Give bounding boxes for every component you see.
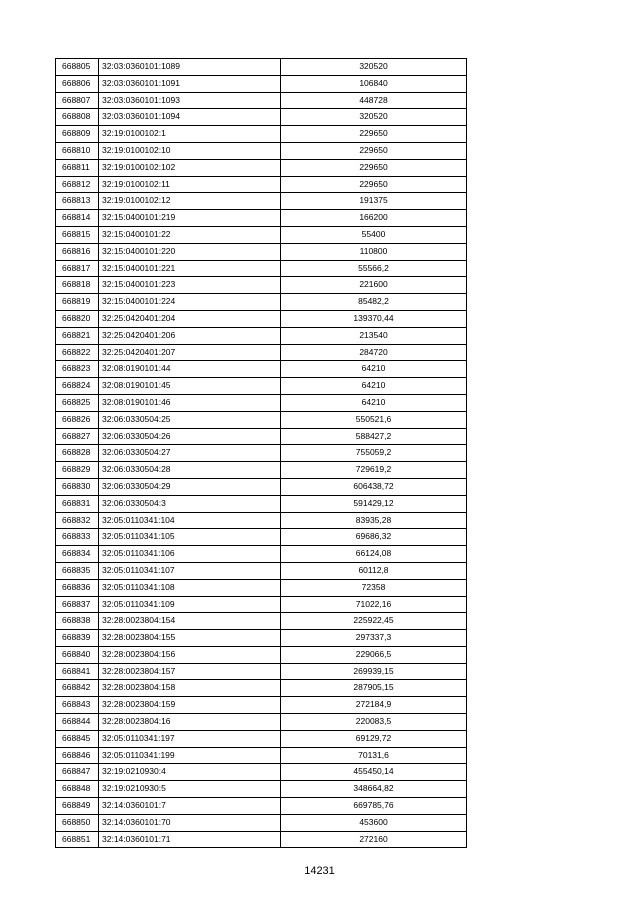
cadastral-value-cell: 106840 [281,75,467,92]
table-row [56,126,467,143]
cadastral-value-cell: 220083,5 [281,714,467,731]
row-number-cell: 668841 [56,663,99,680]
cadastral-value-cell: 272160 [281,831,467,848]
table-row [56,394,467,411]
row-number-cell: 668825 [56,394,99,411]
row-number-cell: 668842 [56,680,99,697]
cadastral-value-cell: 588427,2 [281,428,467,445]
cadastral-value-cell: 755059,2 [281,445,467,462]
cadastral-value-cell: 591429,12 [281,495,467,512]
cadastral-value-cell: 229650 [281,176,467,193]
cadastral-number-cell: 32:25:0420401:204 [99,310,281,327]
cadastral-value-cell: 110800 [281,243,467,260]
table-row [56,210,467,227]
row-number-cell: 668810 [56,142,99,159]
cadastral-number-cell: 32:05:0110341:197 [99,730,281,747]
cadastral-value-cell: 297337,3 [281,630,467,647]
row-number-cell: 668850 [56,814,99,831]
cadastral-value-cell: 191375 [281,193,467,210]
cadastral-number-cell: 32:19:0210930:5 [99,781,281,798]
row-number-cell: 668847 [56,764,99,781]
cadastral-value-cell: 72358 [281,579,467,596]
cadastral-number-cell: 32:05:0110341:104 [99,512,281,529]
row-number-cell: 668818 [56,277,99,294]
table-row [56,714,467,731]
page-number: 14231 [304,865,335,877]
cadastral-value-cell: 85482,2 [281,294,467,311]
cadastral-number-cell: 32:28:0023804:156 [99,646,281,663]
table-row [56,697,467,714]
row-number-cell: 668815 [56,226,99,243]
row-number-cell: 668819 [56,294,99,311]
row-number-cell: 668846 [56,747,99,764]
table-row [56,747,467,764]
row-number-cell: 668826 [56,411,99,428]
cadastral-value-cell: 729619,2 [281,462,467,479]
table-row [56,478,467,495]
table-row [56,814,467,831]
cadastral-number-cell: 32:25:0420401:206 [99,327,281,344]
row-number-cell: 668834 [56,546,99,563]
table-row [56,294,467,311]
table-row [56,630,467,647]
cadastral-value-cell: 139370,44 [281,310,467,327]
cadastral-value-cell: 64210 [281,394,467,411]
cadastral-value-cell: 455450,14 [281,764,467,781]
cadastral-value-cell: 70131,6 [281,747,467,764]
row-number-cell: 668835 [56,562,99,579]
row-number-cell: 668848 [56,781,99,798]
cadastral-number-cell: 32:05:0110341:107 [99,562,281,579]
cadastral-value-cell: 221600 [281,277,467,294]
table-row [56,193,467,210]
row-number-cell: 668845 [56,730,99,747]
cadastral-number-cell: 32:28:0023804:158 [99,680,281,697]
row-number-cell: 668813 [56,193,99,210]
row-number-cell: 668821 [56,327,99,344]
cadastral-number-cell: 32:28:0023804:155 [99,630,281,647]
row-number-cell: 668838 [56,613,99,630]
table-row [56,529,467,546]
cadastral-value-cell: 71022,16 [281,596,467,613]
table-row [56,579,467,596]
cadastral-number-cell: 32:03:0360101:1091 [99,75,281,92]
table-row [56,310,467,327]
cadastral-number-cell: 32:15:0400101:22 [99,226,281,243]
cadastral-value-cell: 55400 [281,226,467,243]
cadastral-value-cell: 669785,76 [281,798,467,815]
cadastral-number-cell: 32:15:0400101:220 [99,243,281,260]
table-row [56,680,467,697]
row-number-cell: 668830 [56,478,99,495]
row-number-cell: 668816 [56,243,99,260]
cadastral-number-cell: 32:19:0100102:102 [99,159,281,176]
cadastral-number-cell: 32:08:0190101:45 [99,378,281,395]
cadastral-value-cell: 229066,5 [281,646,467,663]
cadastral-value-cell: 453600 [281,814,467,831]
cadastral-value-cell: 225922,45 [281,613,467,630]
table-row [56,462,467,479]
table-row [56,596,467,613]
cadastral-number-cell: 32:06:0330504:28 [99,462,281,479]
row-number-cell: 668820 [56,310,99,327]
cadastral-number-cell: 32:19:0100102:11 [99,176,281,193]
cadastral-value-cell: 60112,8 [281,562,467,579]
row-number-cell: 668824 [56,378,99,395]
cadastral-value-cell: 320520 [281,109,467,126]
row-number-cell: 668837 [56,596,99,613]
row-number-cell: 668823 [56,361,99,378]
cadastral-value-cell: 550521,6 [281,411,467,428]
cadastral-number-cell: 32:28:0023804:16 [99,714,281,731]
cadastral-number-cell: 32:15:0400101:219 [99,210,281,227]
row-number-cell: 668832 [56,512,99,529]
cadastral-value-cell: 606438,72 [281,478,467,495]
table-row [56,109,467,126]
row-number-cell: 668827 [56,428,99,445]
cadastral-number-cell: 32:28:0023804:154 [99,613,281,630]
row-number-cell: 668849 [56,798,99,815]
table-row [56,327,467,344]
table-row [56,142,467,159]
row-number-cell: 668811 [56,159,99,176]
table-row [56,562,467,579]
table-row [56,59,467,76]
cadastral-value-cell: 69686,32 [281,529,467,546]
cadastral-value-cell: 213540 [281,327,467,344]
table-row [56,613,467,630]
table-row [56,646,467,663]
cadastral-number-cell: 32:14:0360101:71 [99,831,281,848]
cadastral-value-cell: 166200 [281,210,467,227]
table-row [56,428,467,445]
cadastral-value-cell: 320520 [281,59,467,76]
row-number-cell: 668814 [56,210,99,227]
cadastral-number-cell: 32:03:0360101:1094 [99,109,281,126]
row-number-cell: 668807 [56,92,99,109]
cadastral-value-cell: 69129,72 [281,730,467,747]
table-row [56,243,467,260]
table-row [56,226,467,243]
cadastral-number-cell: 32:05:0110341:106 [99,546,281,563]
table-row [56,411,467,428]
cadastral-value-cell: 229650 [281,126,467,143]
cadastral-number-cell: 32:05:0110341:199 [99,747,281,764]
cadastral-value-cell: 348664,82 [281,781,467,798]
row-number-cell: 668839 [56,630,99,647]
table-row [56,730,467,747]
cadastral-number-cell: 32:28:0023804:157 [99,663,281,680]
table-row [56,512,467,529]
cadastral-number-cell: 32:15:0400101:224 [99,294,281,311]
cadastral-number-cell: 32:08:0190101:44 [99,361,281,378]
cadastral-value-cell: 448728 [281,92,467,109]
table-row [56,92,467,109]
table-row [56,546,467,563]
table-row [56,764,467,781]
table-row [56,159,467,176]
cadastral-number-cell: 32:28:0023804:159 [99,697,281,714]
cadastral-value-cell: 269939,15 [281,663,467,680]
cadastral-value-cell: 229650 [281,159,467,176]
row-number-cell: 668840 [56,646,99,663]
cadastral-value-cell: 64210 [281,378,467,395]
cadastral-number-cell: 32:05:0110341:109 [99,596,281,613]
cadastral-value-cell: 229650 [281,142,467,159]
row-number-cell: 668851 [56,831,99,848]
table-row [56,798,467,815]
cadastral-value-cell: 83935,28 [281,512,467,529]
table-row [56,344,467,361]
table-row [56,378,467,395]
table-row [56,445,467,462]
cadastral-number-cell: 32:06:0330504:26 [99,428,281,445]
cadastral-number-cell: 32:19:0100102:12 [99,193,281,210]
table-row [56,277,467,294]
row-number-cell: 668809 [56,126,99,143]
cadastral-number-cell: 32:19:0210930:4 [99,764,281,781]
table-row [56,75,467,92]
row-number-cell: 668828 [56,445,99,462]
cadastral-number-cell: 32:06:0330504:25 [99,411,281,428]
table-body [56,59,467,848]
cadastral-number-cell: 32:15:0400101:223 [99,277,281,294]
table-row [56,781,467,798]
cadastral-number-cell: 32:08:0190101:46 [99,394,281,411]
cadastral-number-cell: 32:05:0110341:105 [99,529,281,546]
row-number-cell: 668817 [56,260,99,277]
cadastral-number-cell: 32:06:0330504:27 [99,445,281,462]
cadastral-number-cell: 32:05:0110341:108 [99,579,281,596]
row-number-cell: 668806 [56,75,99,92]
cadastral-value-cell: 64210 [281,361,467,378]
row-number-cell: 668831 [56,495,99,512]
row-number-cell: 668805 [56,59,99,76]
cadastral-value-cell: 66124,08 [281,546,467,563]
row-number-cell: 668836 [56,579,99,596]
cadastral-number-cell: 32:14:0360101:7 [99,798,281,815]
table-row [56,260,467,277]
cadastral-number-cell: 32:06:0330504:29 [99,478,281,495]
cadastral-number-cell: 32:03:0360101:1093 [99,92,281,109]
cadastral-number-cell: 32:19:0100102:10 [99,142,281,159]
row-number-cell: 668833 [56,529,99,546]
table-row [56,495,467,512]
cadastral-number-cell: 32:14:0360101:70 [99,814,281,831]
row-number-cell: 668812 [56,176,99,193]
cadastral-number-cell: 32:19:0100102:1 [99,126,281,143]
table-row [56,663,467,680]
cadastral-value-cell: 272184,9 [281,697,467,714]
row-number-cell: 668829 [56,462,99,479]
cadastral-number-cell: 32:25:0420401:207 [99,344,281,361]
table-row [56,831,467,848]
cadastral-number-cell: 32:03:0360101:1089 [99,59,281,76]
row-number-cell: 668822 [56,344,99,361]
table-row [56,176,467,193]
cadastral-number-cell: 32:06:0330504:3 [99,495,281,512]
row-number-cell: 668844 [56,714,99,731]
table-row [56,361,467,378]
cadastral-value-cell: 55566,2 [281,260,467,277]
cadastral-number-cell: 32:15:0400101:221 [99,260,281,277]
cadastral-value-cell: 287905,15 [281,680,467,697]
row-number-cell: 668808 [56,109,99,126]
cadastral-value-cell: 284720 [281,344,467,361]
row-number-cell: 668843 [56,697,99,714]
cadastral-value-table [55,58,467,848]
